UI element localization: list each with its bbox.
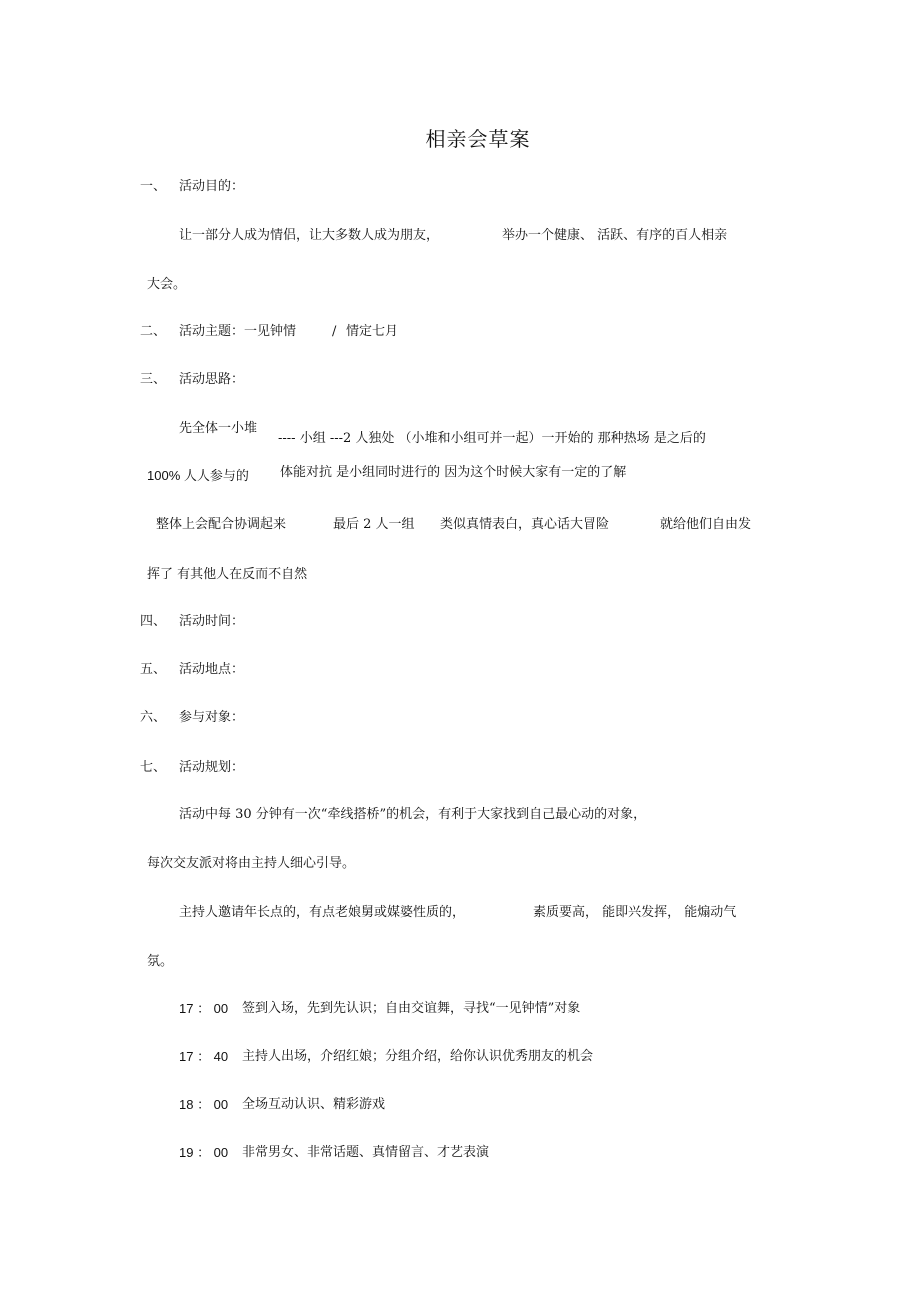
document-title: 相亲会草案: [425, 127, 531, 151]
section-2-theme: 情定七月: [346, 324, 399, 339]
paragraph-7-line-3a: 主持人邀请年长点的，有点老娘舅或媒婆性质的，: [179, 905, 466, 920]
paragraph-1-line-1a: 让一部分人成为情侣，让大多数人成为朋友，: [179, 228, 440, 243]
section-2-slash: /: [332, 324, 337, 339]
paragraph-7-line-1: 活动中每 30 分钟有一次“牵线搭桥”的机会，有利于大家找到自己最心动的对象，: [179, 807, 647, 822]
section-2-label: 活动主题：一见钟情: [179, 324, 297, 339]
paragraph-3-right-1: ---- 小组 ---2 人独处 （小堆和小组可并一起）一开始的 那种热场 是之后的: [278, 431, 706, 446]
schedule-time: 18 ： 00: [179, 1097, 229, 1112]
section-5-label: 活动地点：: [179, 662, 245, 677]
paragraph-1-line-2: 大会。: [147, 277, 187, 292]
schedule-item: 签到入场，先到先认识；自由交谊舞，寻找“一见钟情”对象: [242, 1001, 581, 1016]
schedule-time: 17 ： 40: [179, 1049, 229, 1064]
paragraph-7-line-4: 氛。: [147, 954, 174, 969]
section-4-number: 四、: [140, 614, 167, 629]
section-6-label: 参与对象：: [179, 710, 245, 725]
section-7-number: 七、: [140, 760, 167, 775]
paragraph-3-right-2: 体能对抗 是小组同时进行的 因为这个时候大家有一定的了解: [280, 465, 627, 480]
schedule-item: 全场互动认识、精彩游戏: [242, 1097, 386, 1112]
paragraph-3-left-1: 先全体一小堆: [179, 421, 258, 436]
section-4-label: 活动时间：: [179, 614, 245, 629]
paragraph-7-line-3b: 素质要高， 能即兴发挥， 能煽动气: [533, 905, 737, 920]
paragraph-3-line-3b: 最后 2 人一组: [333, 517, 415, 532]
paragraph-1-line-1b: 举办一个健康、 活跃、有序的百人相亲: [502, 228, 728, 243]
paragraph-3-left-2: 100% 人人参与的: [147, 468, 249, 483]
paragraph-3-line-4: 挥了 有其他人在反而不自然: [147, 567, 308, 582]
section-3-number: 三、: [140, 372, 167, 387]
schedule-time: 17 ： 00: [179, 1001, 229, 1016]
paragraph-3-line-3d: 就给他们自由发: [660, 517, 752, 532]
section-1-number: 一、: [140, 179, 167, 194]
section-6-number: 六、: [140, 710, 167, 725]
paragraph-7-line-2: 每次交友派对将由主持人细心引导。: [147, 856, 356, 871]
paragraph-3-line-3c: 类似真情表白，真心话大冒险: [440, 517, 610, 532]
schedule-time: 19 ： 00: [179, 1145, 229, 1160]
section-3-label: 活动思路：: [179, 372, 245, 387]
paragraph-3-line-3a: 整体上会配合协调起来: [156, 517, 287, 532]
section-1-label: 活动目的：: [179, 179, 245, 194]
section-5-number: 五、: [140, 662, 167, 677]
schedule-item: 非常男女、非常话题、真情留言、才艺表演: [242, 1145, 490, 1160]
section-7-label: 活动规划：: [179, 760, 245, 775]
schedule-item: 主持人出场，介绍红娘；分组介绍，给你认识优秀朋友的机会: [242, 1049, 594, 1064]
section-2-number: 二、: [140, 324, 167, 339]
